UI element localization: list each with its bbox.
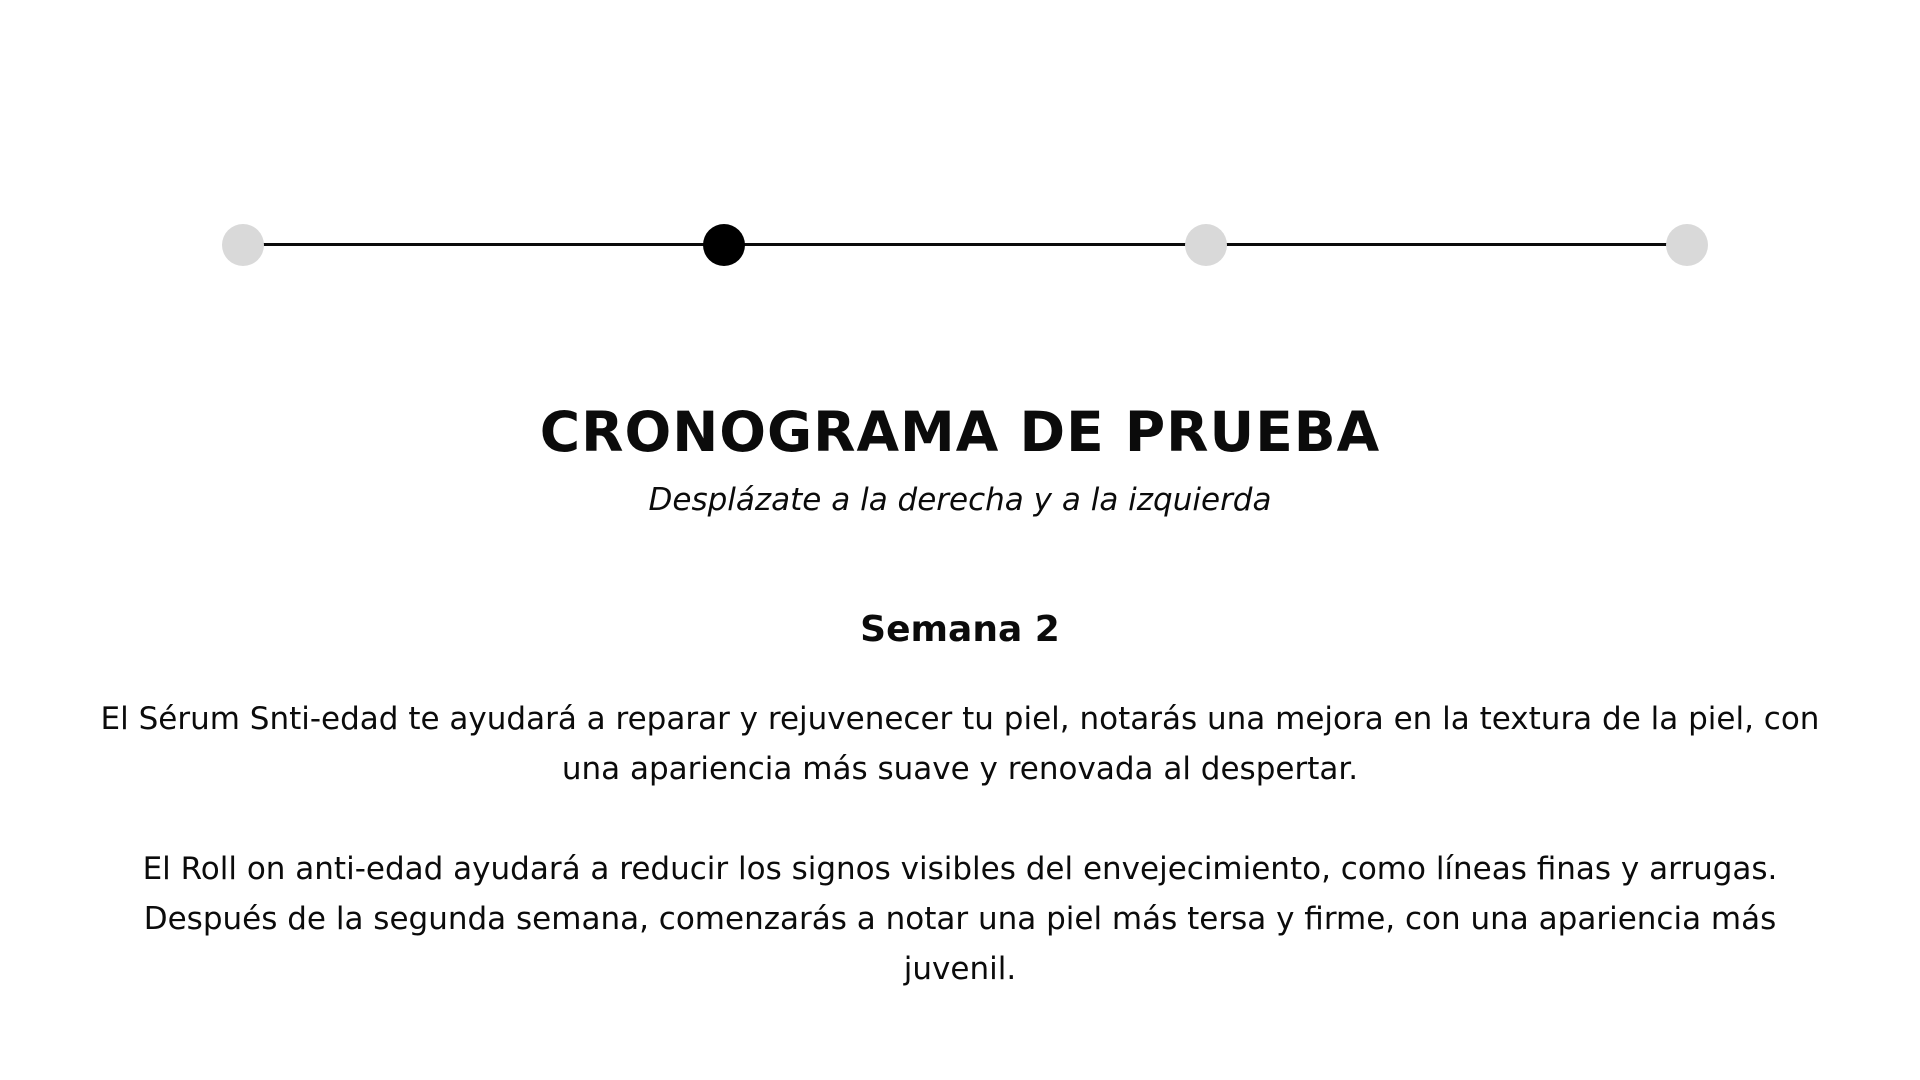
page-subtitle: Desplázate a la derecha y a la izquierda bbox=[648, 482, 1272, 518]
timeline-stepper bbox=[0, 0, 1920, 300]
page-title: CRONOGRAMA DE PRUEBA bbox=[539, 400, 1381, 464]
timeline-line bbox=[243, 243, 1687, 246]
timeline-step-4-dot[interactable] bbox=[1666, 224, 1708, 266]
timeline-step-3-dot[interactable] bbox=[1185, 224, 1227, 266]
week-heading: Semana 2 bbox=[860, 609, 1060, 650]
description-paragraph-serum: El Sérum Snti-edad te ayudará a reparar y rejuvenecer tu piel, notarás una mejora en la textura de la piel, con una apariencia más suave y renovada al despertar. bbox=[100, 701, 1820, 787]
timeline-step-2-dot[interactable] bbox=[703, 224, 745, 266]
description-paragraph-roll-on: El Roll on anti-edad ayudará a reducir los signos visibles del envejecimiento, como líneas finas y arrugas. Después de la segunda semana, comenzarás a notar una piel más tersa y firme, con una apariencia más juvenil. bbox=[142, 851, 1778, 987]
timeline-step-1-dot[interactable] bbox=[222, 224, 264, 266]
